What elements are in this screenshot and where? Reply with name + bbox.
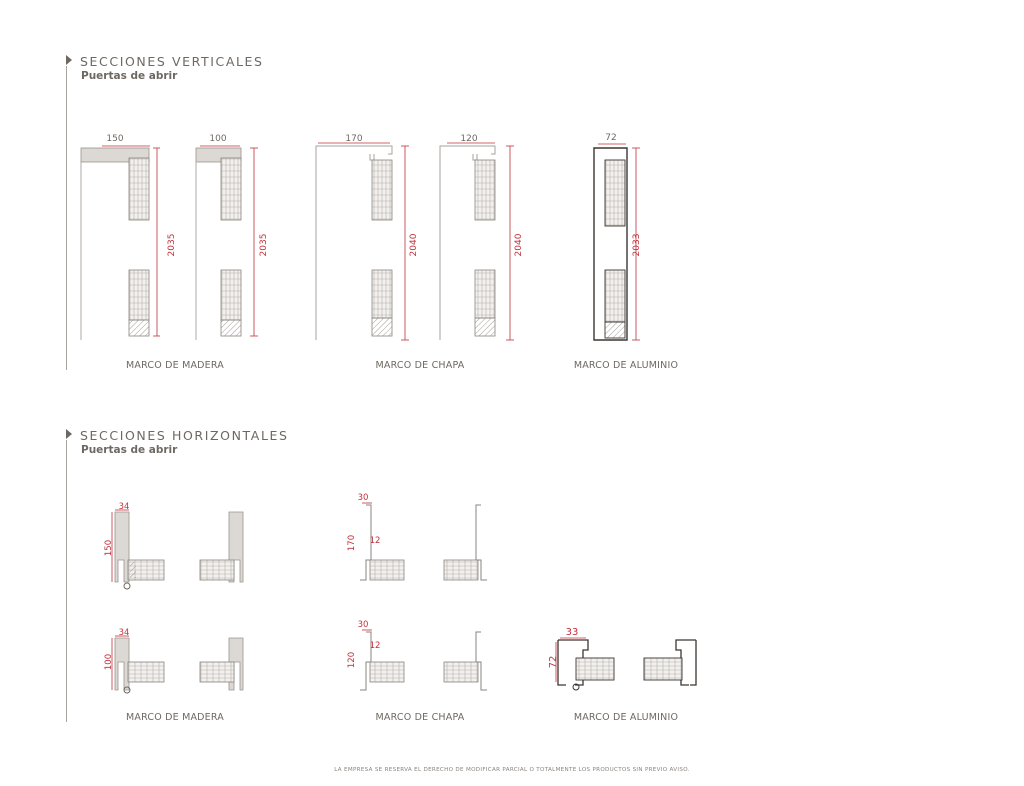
dim-label: 30 [357,493,369,503]
horizontal-madera-150 [112,510,164,589]
vertical-section-subtitle: Puertas de abrir [81,70,178,82]
horizontal-madera-150-mirror [200,512,243,582]
dim-label: 2035 [259,233,269,257]
dim-label: 2033 [632,233,642,257]
horizontal-madera-100 [112,636,164,693]
vertical-section-title: SECCIONES VERTICALES [80,54,264,69]
horizontal-aluminio-mirror [644,640,696,685]
caption-marco-madera: MARCO DE MADERA [125,360,225,371]
dim-label: 72 [548,655,559,669]
dim-label: 170 [345,134,363,144]
horizontal-chapa-170 [360,503,404,580]
horizontal-chapa-170-mirror [444,505,487,580]
dim-label: 150 [104,539,114,557]
dim-label: 34 [118,628,130,638]
dim-label: 2035 [167,233,177,257]
horizontal-madera-100-mirror [200,638,243,690]
horizontal-aluminio [556,638,614,690]
dim-label: 100 [104,653,114,671]
dim-label: 2040 [409,233,419,257]
dim-label: 72 [605,133,617,143]
caption-marco-madera-horizontal: MARCO DE MADERA [125,712,225,723]
dim-label: 12 [369,641,381,651]
horizontal-chapa-120 [360,630,404,690]
dim-label: 2040 [514,233,524,257]
dim-label: 30 [357,620,369,630]
dim-label: 170 [347,534,357,552]
horizontal-section-subtitle: Puertas de abrir [81,444,178,456]
dim-label: 34 [118,502,130,512]
dim-label: 33 [565,627,579,638]
horizontal-chapa-120-mirror [444,632,487,690]
dim-label: 150 [106,134,124,144]
caption-marco-chapa-horizontal: MARCO DE CHAPA [375,712,465,723]
dim-label: 100 [209,134,227,144]
dim-label: 120 [460,134,478,144]
caption-marco-aluminio-horizontal: MARCO DE ALUMINIO [573,712,679,723]
horizontal-section-title: SECCIONES HORIZONTALES [80,428,289,443]
dim-label: 120 [347,651,357,669]
dim-label: 12 [369,536,381,546]
caption-marco-chapa: MARCO DE CHAPA [375,360,465,371]
caption-marco-aluminio: MARCO DE ALUMINIO [573,360,679,371]
footer-disclaimer: LA EMPRESA SE RESERVA EL DERECHO DE MODIFICAR PARCIAL O TOTALMENTE LOS PRODUCTOS SIN PREVIO AVISO. [334,767,690,773]
